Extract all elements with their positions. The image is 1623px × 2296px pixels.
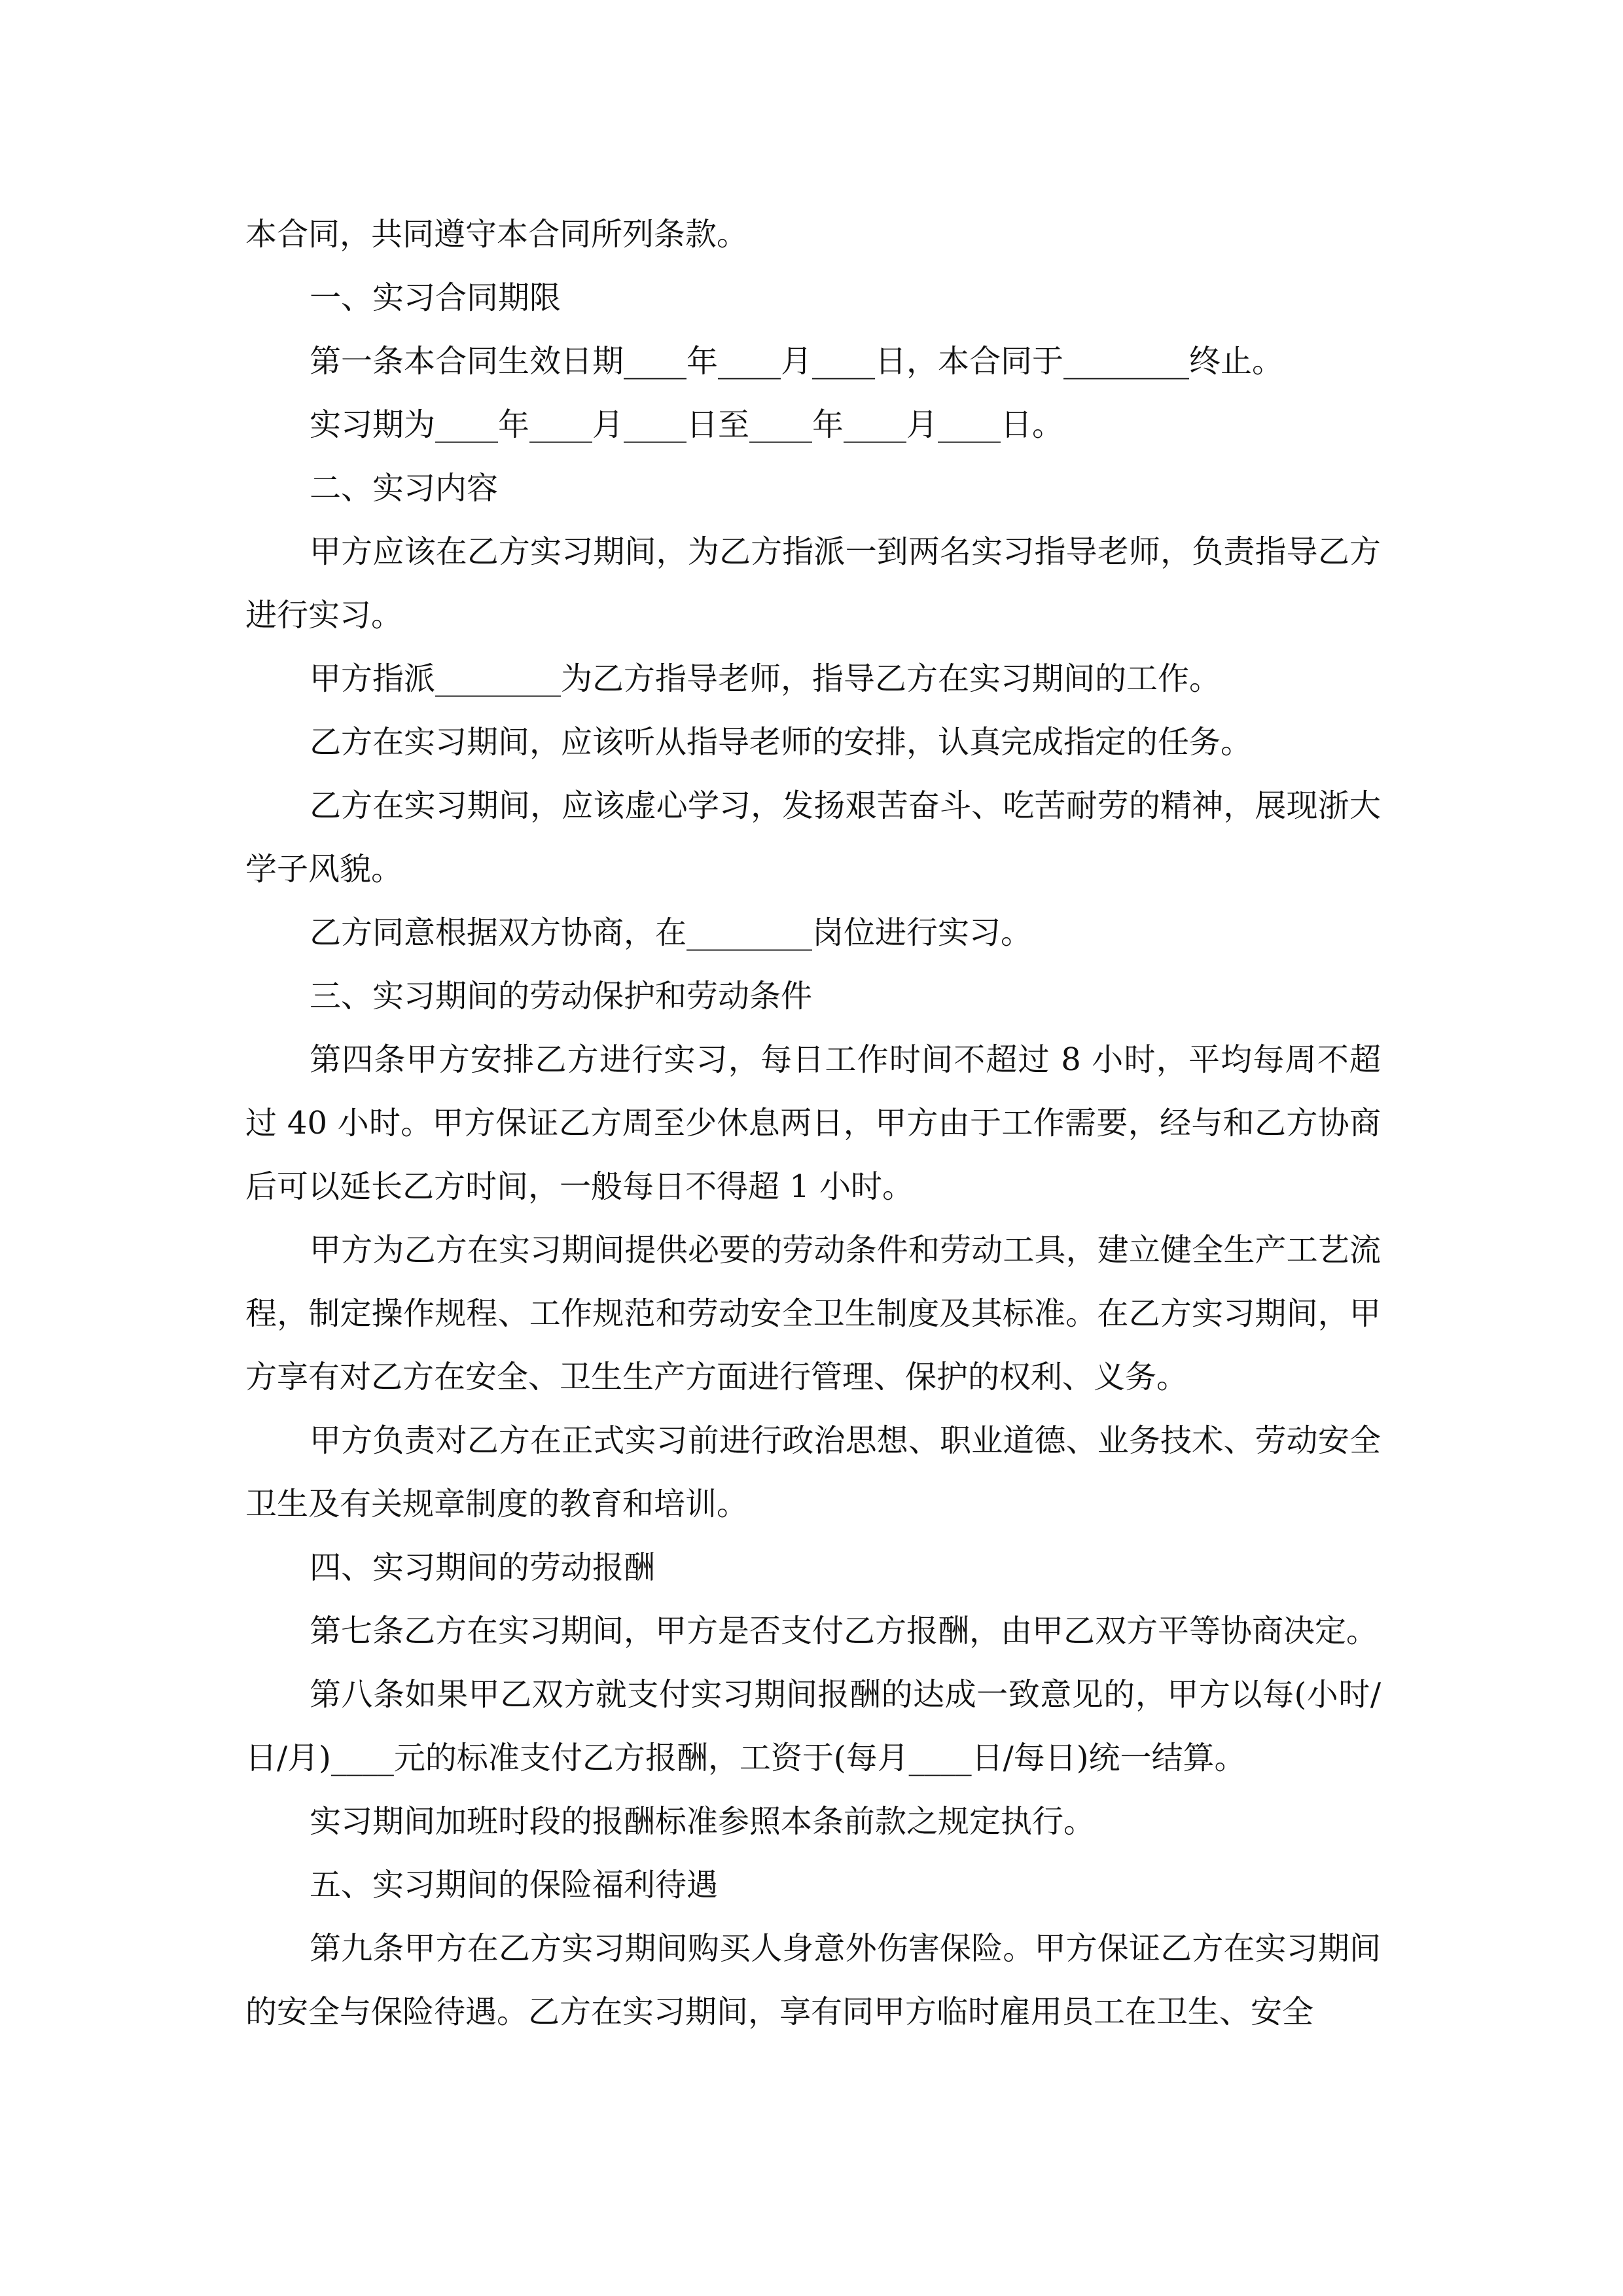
- document-body: [245, 203, 1381, 2044]
- section-heading: 二、实习内容: [310, 470, 499, 507]
- paragraph: 第四条甲方安排乙方进行实习，每日工作时间不超过 8 小时，平均每周不超过 40 小时。甲方保证乙方周至少休息两日，甲方由于工作需要，经与和乙方协商后可以延长乙方时间，一般每日不得超 1 小时。: [245, 1041, 1381, 1205]
- paragraph: 乙方在实习期间，应该听从指导老师的安排，认真完成指定的任务。: [310, 724, 1253, 761]
- paragraph: 甲方负责对乙方在正式实习前进行政治思想、职业道德、业务技术、劳动安全卫生及有关规章制度的教育和培训。: [245, 1422, 1381, 1522]
- section-heading: 三、实习期间的劳动保护和劳动条件: [310, 978, 813, 1014]
- paragraph: 甲方指派________为乙方指导老师，指导乙方在实习期间的工作。: [310, 660, 1221, 697]
- section-heading: 五、实习期间的保险福利待遇: [310, 1867, 719, 1903]
- paragraph: 甲方应该在乙方实习期间，为乙方指派一到两名实习指导老师，负责指导乙方进行实习。: [245, 533, 1381, 634]
- paragraph: 乙方在实习期间，应该虚心学习，发扬艰苦奋斗、吃苦耐劳的精神，展现浙大学子风貌。: [245, 787, 1381, 888]
- paragraph: 第九条甲方在乙方实习期间购买人身意外伤害保险。甲方保证乙方在实习期间的安全与保险待遇。乙方在实习期间，享有同甲方临时雇用员工在卫生、安全: [245, 1930, 1381, 2030]
- paragraph: 实习期间加班时段的报酬标准参照本条前款之规定执行。: [310, 1803, 1096, 1840]
- paragraph: 第一条本合同生效日期____年____月____日，本合同于________终止。: [310, 343, 1284, 380]
- paragraph: 第八条如果甲乙双方就支付实习期间报酬的达成一致意见的，甲方以每(小时/日/月)____元的标准支付乙方报酬，工资于(每月____日/每日)统一结算。: [245, 1676, 1381, 1776]
- paragraph: 第七条乙方在实习期间，甲方是否支付乙方报酬，由甲乙双方平等协商决定。: [310, 1613, 1378, 1649]
- paragraph: 甲方为乙方在实习期间提供必要的劳动条件和劳动工具，建立健全生产工艺流程，制定操作规程、工作规范和劳动安全卫生制度及其标准。在乙方实习期间，甲方享有对乙方在安全、卫生生产方面进行管理、保护的权利、义务。: [245, 1232, 1381, 1395]
- paragraph: 本合同，共同遵守本合同所列条款。: [245, 216, 749, 253]
- paragraph: 实习期为____年____月____日至____年____月____日。: [310, 406, 1064, 443]
- paragraph: 乙方同意根据双方协商，在________岗位进行实习。: [310, 914, 1033, 951]
- section-heading: 一、实习合同期限: [310, 279, 562, 316]
- section-heading: 四、实习期间的劳动报酬: [310, 1549, 656, 1586]
